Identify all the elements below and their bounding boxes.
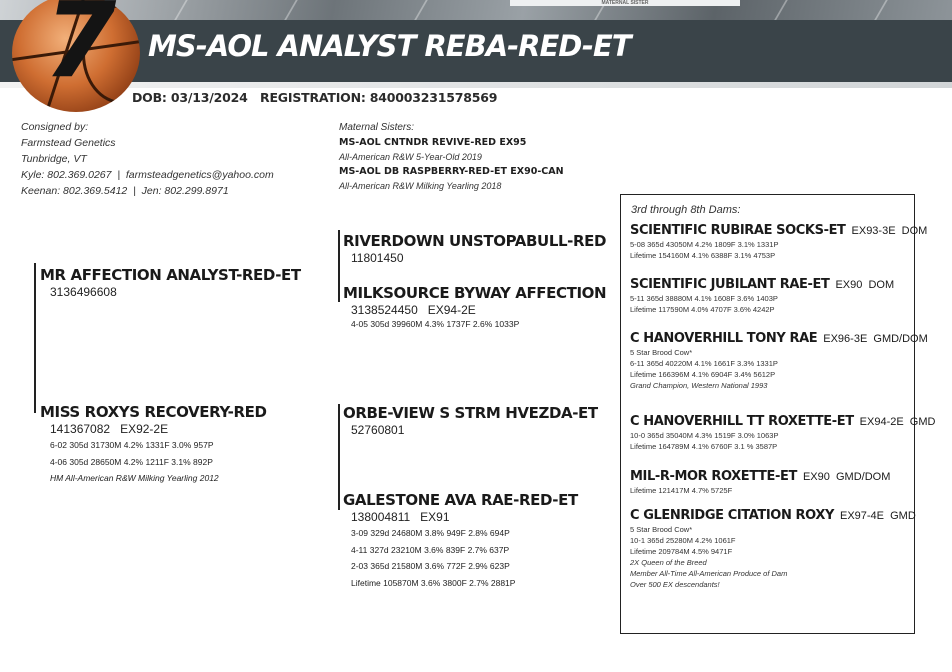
sire-reg: 3136496608 [50,285,117,299]
ancestor-dam [630,331,928,391]
ancestor-dam-name [630,331,928,347]
ancestor-dam-record: 10-1 365d 25280M 4.2% 1061F [630,536,736,545]
dam-dam-record: 2-03 365d 21580M 3.6% 772F 2.9% 623P [351,561,510,571]
ancestor-dam-classification: EX93-3E DOM [851,225,928,237]
dam-reg: 141367082 EX92-2E [50,422,169,436]
ancestor-dam [630,508,916,590]
ancestor-dam-classification: EX90 DOM [835,279,895,291]
dam-dam-record: Lifetime 105870M 3.6% 3800F 2.7% 2881P [351,577,516,588]
dam-dam-record: 3-09 329d 24680M 3.8% 949F 2.8% 694P [351,528,510,538]
dam [40,403,267,487]
ancestor-dam [630,469,890,496]
ancestor-dam-name [630,223,927,239]
ancestor-dam-record: 10-0 365d 35040M 4.3% 1519F 3.0% 1063P [630,431,779,440]
ancestor-dam-name-text: C HANOVERHILL TT ROXETTE-ET [630,414,854,429]
ancestor-dam-record: 5 Star Brood Cow* [630,348,693,357]
ancestor-dam-record: Lifetime 117590M 4.0% 4707F 3.6% 4242P [630,305,775,314]
ancestor-dam-name-text: MIL-R-MOR ROXETTE-ET [630,469,797,484]
consignor-label: Consigned by: [21,121,89,133]
ancestor-dam [630,277,894,315]
sire-sire-name: RIVERDOWN UNSTOPABULL-RED [343,232,607,250]
ancestor-dam-record: Member All-Time All-American Produce of Dam [630,569,788,578]
sister-name: MS-AOL CNTNDR REVIVE-RED EX95 [339,136,527,148]
ancestor-dam-classification: EX94-2E GMD [859,416,936,428]
ancestor-dam-record: 2X Queen of the Breed [630,558,707,567]
sire-dam-record: 4-05 305d 39960M 4.3% 1737F 2.6% 1033P [351,319,520,329]
ancestor-dam-name-text: C HANOVERHILL TONY RAE [630,331,818,346]
dob-registration: DOB: 03/13/2024 REGISTRATION: 840003231578569 [132,90,498,105]
consignor-contact: Keenan: 802.369.5412 | Jen: 802.299.8971 [21,185,229,197]
sire-sire [343,232,606,266]
ancestor-dam-record: Lifetime 209784M 4.5% 9471F [630,547,733,556]
ancestor-dam-name [630,508,916,524]
ancestor-dam-record: 5-08 365d 43050M 4.2% 1809F 3.1% 1331P [630,240,779,249]
page-title: MS-AOL ANALYST REBA-RED-ET [148,29,631,63]
consignor-farm: Farmstead Genetics [21,137,116,149]
consignor-location: Tunbridge, VT [21,153,87,165]
ancestor-dam-name [630,469,890,485]
consignor-contact: Kyle: 802.369.0267 | farmsteadgenetics@yahoo.com [21,169,274,181]
consignor-block [21,119,274,199]
sire-dam-reg: 3138524450 EX94-2E [351,303,476,317]
sister-note: All-American R&W Milking Yearling 2018 [339,181,502,191]
maternal-sisters-block [339,121,564,194]
dam-award: HM All-American R&W Milking Yearling 2012 [50,473,219,483]
ancestor-dam-record: Over 500 EX descendants! [630,580,720,589]
ancestor-dam-record: 6-11 365d 40220M 4.1% 1661F 3.3% 1331P [630,359,778,368]
ancestor-dam-record: Lifetime 166396M 4.1% 6904F 3.4% 5612P [630,370,776,379]
ancestor-dam [630,414,935,452]
sister-note: All-American R&W 5-Year-Old 2019 [339,152,482,162]
ancestor-dams-box [620,194,936,634]
ancestor-dam-record: Lifetime 164789M 4.1% 6760F 3.1 % 3587P [630,442,778,451]
dam-dam-reg: 138004811 EX91 [351,510,450,524]
ancestor-dam-name [630,414,935,430]
dam-dam-name: GALESTONE AVA RAE-RED-ET [343,491,578,509]
header-band-shade [0,82,952,88]
ancestor-dam-name-text: SCIENTIFIC RUBIRAE SOCKS-ET [630,223,846,238]
dam-record: 4-06 305d 28650M 4.2% 1211F 3.1% 892P [50,456,213,467]
dam-dam [343,491,578,591]
dam-sire-reg: 52760801 [351,423,405,437]
ancestor-dam-name-text: C GLENRIDGE CITATION ROXY [630,508,834,523]
ancestor-dam-record: Lifetime 154160M 4.1% 6388F 3.1% 4753P [630,251,776,260]
sister-name: MS-AOL DB RASPBERRY-RED-ET EX90-CAN [339,165,564,177]
ancestor-dam-record: Grand Champion, Western National 1993 [630,381,768,390]
top-tag: MATERNAL SISTER [510,0,740,6]
sire [40,266,301,300]
maternal-sisters-label: Maternal Sisters: [339,122,415,133]
header-texture [0,0,952,20]
sire-name: MR AFFECTION ANALYST-RED-ET [40,266,301,284]
dam-sire [343,404,598,438]
dam-name: MISS ROXYS RECOVERY-RED [40,403,267,421]
dam-dam-record: 4-11 327d 23210M 3.6% 839F 2.7% 637P [351,544,510,555]
pedigree-line [338,230,340,302]
ancestor-dam-classification: EX96-3E GMD/DOM [823,333,928,345]
pedigree-line [338,404,340,510]
ancestor-dam-classification: EX97-4E GMD [839,510,916,522]
dam-record: 6-02 305d 31730M 4.2% 1331F 3.0% 957P [50,440,214,450]
ancestor-dam-record: 5 Star Brood Cow* [630,525,693,534]
sire-dam-name: MILKSOURCE BYWAY AFFECTION [343,284,607,302]
sire-dam [343,284,606,331]
ancestor-dam-record: Lifetime 121417M 4.7% 5725F [630,486,733,495]
ancestor-dam-name [630,277,894,293]
ancestor-dam-classification: EX90 GMD/DOM [802,471,891,483]
ancestor-dam-record: 5-11 365d 38880M 4.1% 1608F 3.6% 1403P [630,294,778,303]
sire-sire-reg: 11801450 [351,251,404,265]
ancestor-dam [630,223,927,261]
pedigree-line [34,263,36,413]
dam-sire-name: ORBE-VIEW S STRM HVEZDA-ET [343,404,598,422]
ancestor-dams-title: 3rd through 8th Dams: [631,204,741,216]
lot-number: 7 [44,0,117,101]
ancestor-dam-name-text: SCIENTIFIC JUBILANT RAE-ET [630,277,830,292]
